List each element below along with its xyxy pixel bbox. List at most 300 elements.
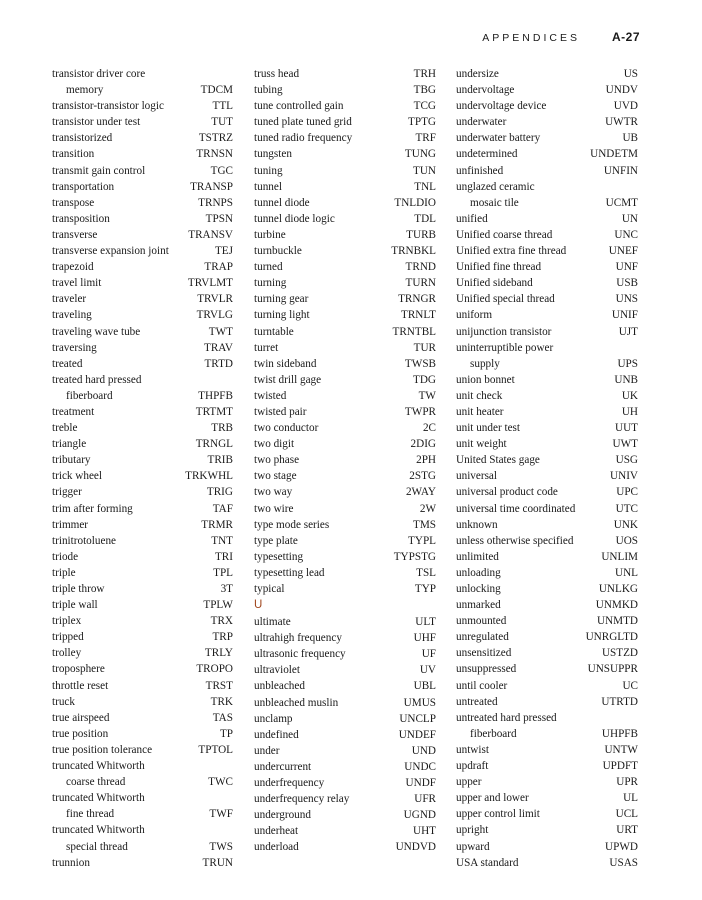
entry-term-line: twisted pair [254,405,307,418]
entry-abbreviation: TRH [413,68,436,80]
entry-term [456,533,573,549]
entry-term-line: upper control limit [456,808,540,821]
entry-term [52,179,114,195]
glossary-entry [254,307,436,323]
glossary-entry [456,179,638,211]
entry-term-line: turning gear [254,293,309,306]
entry-abbreviation: TRANSV [188,228,233,241]
glossary-entry [254,372,436,388]
glossary-entry [52,501,233,517]
running-head [482,30,640,44]
entry-term [52,452,91,468]
entry-abbreviation: UHT [413,825,436,838]
entry-abbreviation: UNC [614,228,638,241]
entry-term [254,243,302,259]
entry-abbreviation: TMS [412,518,436,531]
entry-term [52,549,78,565]
entry-abbreviation: UK [621,389,638,402]
entry-term-line: unbleached muslin [254,696,339,709]
entry-term-line: until cooler [456,679,508,692]
entry-term [254,179,282,195]
entry-term [254,82,283,98]
entry-term [456,645,511,661]
entry-abbreviation: TRIB [207,454,233,467]
entry-term-line: typesetting [254,550,304,563]
glossary-entry [254,195,436,211]
entry-abbreviation: UVD [613,100,638,113]
entry-term-line: turnbuckle [254,245,302,258]
entry-abbreviation: UNIV [610,470,638,483]
glossary-entry [254,533,436,549]
entry-term-line: under [254,744,280,757]
entry-term-line: turntable [254,325,294,338]
entry-term [254,468,297,484]
entry-abbreviation: TUNG [404,148,436,161]
entry-term-line: Unified extra fine thread [456,245,567,258]
entry-term-line: tune controlled gain [254,100,344,113]
glossary-entry [456,597,638,613]
entry-term-line: trapezoid [52,261,94,274]
entry-term-line: two conductor [254,422,319,435]
glossary-entry [254,388,436,404]
entry-term [254,163,283,179]
glossary-entry [456,227,638,243]
entry-abbreviation: UC [622,679,638,692]
entry-term-line: transistorized [52,132,113,145]
glossary-entry [254,404,436,420]
entry-term-line: transition [52,148,95,161]
glossary-entry [456,66,638,82]
entry-term-line: treated [52,357,83,370]
entry-abbreviation: TRUN [202,856,233,869]
page-number: A-27 [611,30,640,44]
entry-abbreviation: TWF [209,808,233,821]
entry-term [52,501,133,517]
entry-abbreviation: 2STG [409,470,436,483]
entry-term [52,758,145,790]
glossary-entry [456,98,638,114]
entry-term [456,275,533,291]
entry-term [52,742,152,758]
entry-term [456,613,506,629]
section-letter-heading: U [254,599,263,612]
entry-abbreviation: UNDV [605,84,638,97]
entry-abbreviation: UNMKD [595,599,638,612]
entry-term [456,790,529,806]
entry-abbreviation: US [623,68,638,80]
entry-term-line: transpose [52,196,95,209]
entry-abbreviation: TDCM [200,84,233,97]
glossary-entry [52,565,233,581]
glossary-column-1 [52,66,233,871]
entry-abbreviation: TNT [211,534,233,547]
entry-term-line: trick wheel [52,470,103,483]
entry-abbreviation: USAS [609,856,638,869]
entry-term [456,452,540,468]
entry-abbreviation: UWTR [605,116,638,129]
entry-abbreviation: UNDEF [398,728,436,741]
glossary-entry [52,678,233,694]
entry-term-line: truss head [254,68,300,80]
entry-term-line: unit heater [456,405,504,418]
entry-term-line: ultraviolet [254,664,300,677]
entry-abbreviation: UN [621,212,638,225]
entry-term-line: type plate [254,534,298,547]
entry-term [456,694,498,710]
entry-abbreviation: URT [616,824,638,837]
entry-abbreviation: TRMR [201,518,233,531]
glossary-entry [254,259,436,275]
glossary-entry [52,404,233,420]
entry-term-line: treble [52,422,78,435]
entry-abbreviation: UNCLP [399,712,436,725]
entry-abbreviation: UNDF [405,777,436,790]
glossary-entry [52,227,233,243]
entry-term-line: United States gage [456,454,540,467]
entry-term [254,291,308,307]
glossary-entry [52,629,233,645]
glossary-entry [254,420,436,436]
entry-term-line: Unified sideband [456,277,533,290]
entry-abbreviation: TTL [212,100,233,113]
entry-term-continuation: special thread [66,840,128,853]
entry-abbreviation: TPTG [408,116,436,129]
entry-term [254,678,305,694]
glossary-entry [52,645,233,661]
entry-term [254,630,342,646]
entry-term-line: true position [52,727,109,740]
entry-abbreviation: UJT [618,325,638,338]
glossary-entry [456,581,638,597]
entry-term-line: tuned radio frequency [254,132,353,145]
glossary-entry [456,645,638,661]
glossary-entry [254,839,436,855]
entry-term-line: two stage [254,470,297,483]
entry-term [456,710,557,742]
glossary-entry [254,82,436,98]
entry-term-line: upper [456,776,482,789]
entry-term-line: true position tolerance [52,743,153,756]
entry-abbreviation: TRP [212,631,233,644]
entry-term [456,388,502,404]
entry-term-continuation: memory [66,84,104,97]
entry-term [456,661,516,677]
entry-term [456,565,501,581]
entry-term-line: travel limit [52,277,102,290]
entry-abbreviation: TYPSTG [393,550,436,563]
entry-term [254,420,318,436]
glossary-entry [52,694,233,710]
entry-abbreviation: TRVLG [196,309,233,322]
glossary-entry [52,66,233,98]
entry-term-line: treated hard pressed [52,373,142,386]
entry-term-line: trunnion [52,856,90,869]
entry-term-line: throttle reset [52,679,109,692]
entry-term-line: troposphere [52,663,105,676]
entry-term [52,565,76,581]
glossary-entry [52,581,233,597]
entry-term-line: unclamp [254,712,293,725]
glossary-entry [52,146,233,162]
entry-abbreviation: TRIG [206,486,233,499]
entry-term [254,727,299,743]
entry-term-line: typical [254,583,285,595]
entry-term [456,581,501,597]
entry-abbreviation: TRND [405,261,436,274]
entry-term [52,678,108,694]
entry-term-continuation: fiberboard [470,727,517,740]
entry-term [456,340,553,372]
entry-term [254,646,346,662]
glossary-entry [456,452,638,468]
entry-term-line: unknown [456,518,498,531]
entry-abbreviation: TRK [210,695,233,708]
entry-term [254,743,279,759]
glossary-entry [456,678,638,694]
glossary-entry [254,484,436,500]
entry-term [456,307,492,323]
glossary-entry [456,130,638,146]
entry-term [456,211,488,227]
entry-term [52,291,86,307]
entry-term-line: triangle [52,438,87,451]
entry-term [52,726,108,742]
glossary-entry [254,243,436,259]
entry-term [456,517,498,533]
glossary-entry [456,404,638,420]
entry-term [254,388,286,404]
entry-abbreviation: UPR [616,776,638,789]
entry-term [456,146,518,162]
entry-term-line: underfrequency [254,777,325,790]
glossary-entry [52,484,233,500]
entry-abbreviation: TRANSP [190,180,233,193]
entry-abbreviation: UFR [414,793,436,806]
entry-abbreviation: TPSN [205,212,233,225]
entry-term [254,146,292,162]
entry-abbreviation: TRNPS [198,196,233,209]
glossary-entry [254,501,436,517]
entry-term-line: traveler [52,293,87,306]
entry-term [254,211,335,227]
entry-term-line: union bonnet [456,373,515,386]
entry-term-line: underheat [254,825,299,838]
entry-term-line: turbine [254,228,286,241]
glossary-entry [456,436,638,452]
entry-abbreviation: TWPR [404,405,436,418]
entry-term-line: unglazed ceramic [456,180,535,193]
entry-term-line: Unified fine thread [456,261,542,274]
entry-abbreviation: UNRGLTD [585,631,638,644]
glossary-entry [52,275,233,291]
entry-term [254,340,278,356]
glossary-entry [254,179,436,195]
entry-abbreviation: TRB [211,422,233,435]
entry-term [52,855,90,871]
entry-abbreviation: THPFB [198,389,233,402]
entry-abbreviation: TRNTBL [392,325,436,338]
entry-term-line: transportation [52,180,115,193]
glossary-entry [52,420,233,436]
entry-term [456,468,497,484]
entry-abbreviation: UPDFT [602,760,638,773]
entry-abbreviation: TRNSN [196,148,233,161]
entry-term-line: triple [52,566,76,579]
entry-term-line: upper and lower [456,792,529,805]
entry-term-line: unit check [456,389,503,402]
entry-term [52,163,145,179]
glossary-entry [52,549,233,565]
glossary-entry [254,436,436,452]
entry-term-line: triplex [52,615,82,628]
entry-term-line: two digit [254,438,295,451]
entry-abbreviation: UMUS [403,696,436,709]
entry-term [52,195,94,211]
entry-term [456,324,551,340]
entry-abbreviation: UNS [615,293,638,306]
entry-term [456,98,546,114]
entry-term-line: triple throw [52,583,105,595]
entry-abbreviation: UNDVD [395,841,436,854]
glossary-entry [254,114,436,130]
entry-abbreviation: UH [621,405,638,418]
entry-abbreviation: UCL [615,808,638,821]
glossary-entry [254,452,436,468]
entry-abbreviation: TUR [413,341,436,354]
entry-abbreviation: UWT [612,438,638,451]
entry-term-line: tuning [254,164,283,177]
entry-abbreviation: TURB [406,228,436,241]
entry-abbreviation: UNL [615,566,638,579]
entry-abbreviation: UGND [403,809,436,822]
entry-term-line: undervoltage device [456,100,547,113]
entry-term [52,340,97,356]
entry-term-line: triple wall [52,599,98,612]
entry-abbreviation: 2DIG [410,438,436,451]
entry-term [52,259,94,275]
glossary-entry [254,711,436,727]
entry-abbreviation: TWT [208,325,233,338]
entry-term-line: unlimited [456,550,499,563]
entry-term [254,549,303,565]
entry-term [254,259,283,275]
entry-abbreviation: TRVLR [197,293,233,306]
glossary-entry [456,388,638,404]
entry-term-line: transverse [52,228,98,241]
entry-term [52,372,141,404]
entry-term [456,372,515,388]
entry-term-line: ultrasonic frequency [254,648,346,661]
entry-abbreviation: UNMTD [596,615,638,628]
entry-term-line: untwist [456,743,489,756]
entry-term-line: tripped [52,631,84,644]
entry-term-line: truncated Whitworth [52,760,145,773]
glossary-entry [456,259,638,275]
entry-abbreviation: UTC [615,502,638,515]
glossary-entry [456,420,638,436]
entry-term-line: ultrahigh frequency [254,632,342,645]
entry-term [254,404,307,420]
entry-abbreviation: UF [421,648,436,661]
entry-term [456,629,509,645]
entry-abbreviation: TRNLT [400,309,436,322]
entry-term [254,695,338,711]
entry-term [52,114,140,130]
entry-term-line: universal time coordinated [456,502,576,515]
entry-term [254,227,286,243]
glossary-entry [254,517,436,533]
entry-abbreviation: UTRTD [601,695,638,708]
entry-abbreviation: TNLDIO [394,196,436,209]
entry-abbreviation: UNF [615,261,638,274]
entry-abbreviation: UHPFB [601,727,638,740]
entry-term-line: undersize [456,68,499,80]
glossary-entry [456,324,638,340]
glossary-entry [52,597,233,613]
glossary-entry [52,179,233,195]
entry-term-line: turning [254,277,287,290]
entry-term-line: tunnel diode [254,196,310,209]
entry-term [52,130,112,146]
glossary-entry [52,259,233,275]
entry-term-line: transistor-transistor logic [52,100,164,113]
glossary-entry [456,694,638,710]
entry-term [254,356,316,372]
glossary-entry [456,629,638,645]
glossary-entry [52,533,233,549]
entry-term [254,66,299,82]
glossary-entry [456,710,638,742]
entry-abbreviation: TEJ [214,245,233,258]
entry-term-line: transposition [52,212,110,225]
entry-term [456,742,489,758]
entry-abbreviation: TUT [211,116,233,129]
glossary-entry [52,324,233,340]
entry-term-line: Unified special thread [456,293,555,306]
entry-term-continuation: coarse thread [66,776,126,789]
glossary-entry [52,517,233,533]
entry-abbreviation: TPL [213,566,233,579]
entry-term-line: unbleached [254,680,305,693]
glossary-entry [456,742,638,758]
entry-abbreviation: TRTMT [195,405,233,418]
entry-term [456,549,499,565]
entry-term [52,98,164,114]
glossary-column-2 [254,66,436,856]
entry-term [52,694,75,710]
entry-abbreviation: TRI [214,550,233,563]
glossary-entry [52,613,233,629]
entry-term-line: trimmer [52,518,89,531]
entry-abbreviation: TRNBKL [391,245,436,258]
entry-term-line: USA standard [456,856,519,869]
entry-term-line: type mode series [254,518,330,531]
glossary-entry [254,807,436,823]
entry-term [456,597,501,613]
entry-term [254,275,286,291]
entry-term-line: two phase [254,454,300,467]
glossary-entry [52,307,233,323]
glossary-entry [52,340,233,356]
entry-term-continuation: mosaic tile [470,196,519,209]
entry-term-line: undervoltage [456,84,515,97]
entry-term [52,275,101,291]
entry-term [456,758,488,774]
entry-abbreviation: TNL [414,180,436,193]
entry-abbreviation: UNDETM [590,148,638,161]
entry-abbreviation: TDL [414,212,436,225]
glossary-entry [456,855,638,871]
